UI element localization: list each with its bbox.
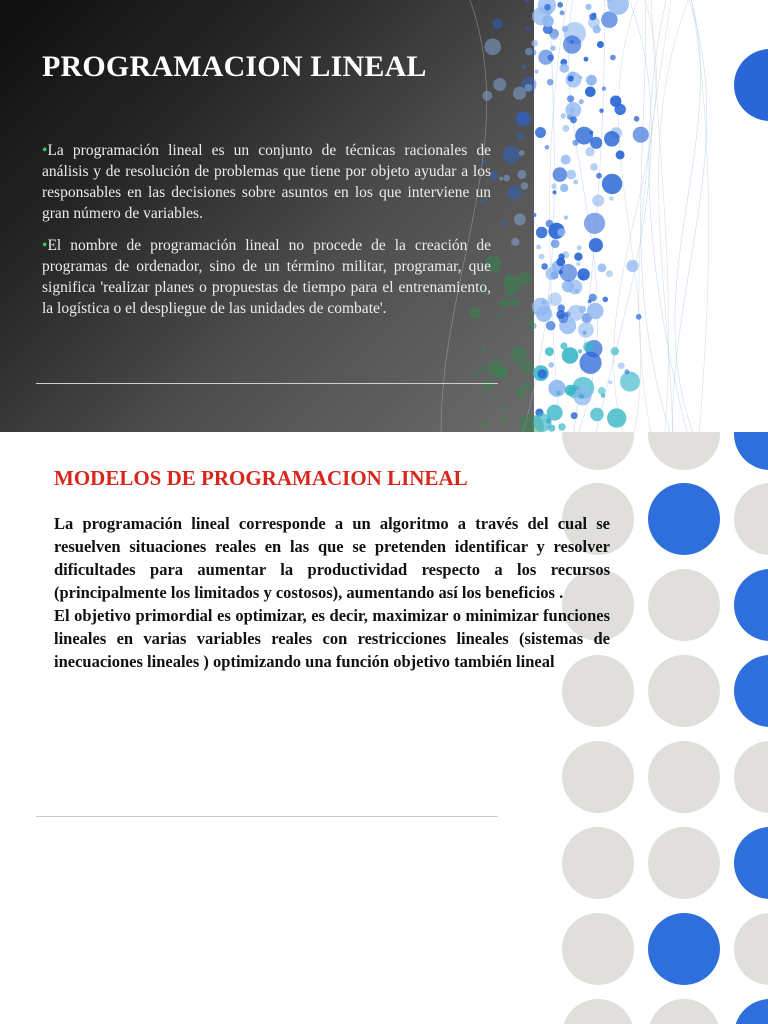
bubble (535, 127, 546, 138)
bubble (503, 175, 510, 182)
paragraph-text: El nombre de programación lineal no procede de la creación de programas de ordenador, sino de un término militar, programar, que significa 'realizar planes o propuestas de tiempo para el entrenamiento, la logística o el despliegue de las unidades de combate'. (42, 237, 491, 317)
bubble (545, 267, 558, 280)
bubble (593, 25, 601, 33)
bubble (626, 260, 638, 272)
bubble (561, 113, 567, 119)
pattern-dot (734, 999, 768, 1024)
pattern-dot (648, 741, 720, 813)
bubble (500, 221, 505, 226)
pattern-dot (562, 827, 634, 899)
bubble (633, 127, 649, 143)
pattern-dot (648, 569, 720, 641)
bubble (609, 380, 613, 384)
bubble (536, 306, 552, 322)
bubble (513, 299, 520, 306)
bubble (597, 41, 604, 48)
bubble (557, 2, 563, 8)
pattern-dot (562, 999, 634, 1024)
bubble (544, 4, 551, 11)
bubble (530, 322, 537, 329)
bullet-icon: • (42, 237, 48, 254)
bubble (566, 170, 576, 180)
bubble (624, 369, 629, 374)
bubble (496, 367, 508, 379)
bubble (585, 147, 594, 156)
paragraph: La programación lineal corresponde a un algoritmo a través del cual se resuelven situaciones reales en las que se pretenden identificar y resolver dificultades para aumentar la productividad respecto a los recursos (principalmente los limitados y costosos), aumentando así los beneficios . (54, 514, 610, 602)
bubble (602, 87, 606, 91)
bubble (560, 184, 568, 192)
slide-title: PROGRAMACION LINEAL (42, 50, 427, 83)
bubble (579, 99, 584, 104)
bubble (480, 392, 484, 396)
pattern-dot (562, 741, 634, 813)
paragraph: El objetivo primordial es optimizar, es decir, maximizar o minimizar funciones lineales en varias variables reales con restricciones lineales (sistemas de inecuaciones lineales ) optimizando una función objetivo también lineal (54, 606, 610, 671)
bubble (541, 263, 548, 270)
bubble (562, 347, 579, 364)
pattern-dot (734, 827, 768, 899)
bubble (618, 362, 625, 369)
bubble (548, 362, 554, 368)
bubble (587, 303, 604, 320)
bubble (484, 39, 501, 56)
bubble (558, 253, 564, 259)
bubble (551, 33, 558, 40)
bubble (567, 95, 574, 102)
bubble (568, 305, 584, 321)
bubble (620, 372, 640, 392)
strand-line (659, 0, 689, 432)
bubble (550, 46, 555, 51)
bubble (493, 78, 506, 91)
strand-line (675, 0, 701, 432)
bubble (569, 108, 574, 113)
bubble (497, 314, 501, 318)
bubble (536, 245, 541, 250)
bubble (502, 146, 520, 164)
bubble (552, 190, 556, 194)
bubble (590, 163, 598, 171)
bubble (579, 352, 601, 374)
bubble (480, 366, 486, 372)
bubble (545, 347, 554, 356)
pattern-dot (734, 432, 768, 470)
bubble (585, 87, 596, 98)
bubble (599, 108, 604, 113)
bubble (609, 196, 613, 200)
pattern-dot (562, 432, 634, 470)
bubble (515, 388, 523, 396)
bubble (481, 347, 486, 352)
bubble (568, 280, 583, 295)
bubble (570, 116, 577, 123)
accent-circle (734, 49, 768, 121)
pattern-dot (734, 655, 768, 727)
bubble (553, 167, 568, 182)
bubble (573, 180, 578, 185)
divider-line (36, 816, 498, 817)
bubble (483, 421, 488, 426)
bubble (534, 69, 538, 73)
bubble (500, 298, 510, 308)
bubble (596, 173, 602, 179)
bubble (542, 300, 546, 304)
bubble (511, 238, 519, 246)
bubble (532, 213, 536, 217)
bubble (564, 216, 568, 220)
slide-title: MODELOS DE PROGRAMACION LINEAL (54, 466, 468, 490)
bubble (602, 174, 622, 194)
bubble (558, 313, 568, 323)
bubble (585, 4, 591, 10)
bubble (560, 10, 565, 15)
bubble (558, 423, 565, 430)
bubble (568, 76, 574, 82)
bubble (531, 40, 538, 47)
pattern-dot (648, 999, 720, 1024)
bubble (494, 397, 498, 401)
slide-body (42, 140, 491, 330)
bubble (562, 125, 569, 132)
bubble (575, 127, 593, 145)
bubble (526, 27, 530, 31)
bubble (576, 262, 580, 266)
pattern-dot (648, 655, 720, 727)
bubble (475, 371, 480, 376)
bubble (598, 387, 606, 395)
bubble (584, 57, 589, 62)
bubble (571, 412, 578, 419)
slide-programacion-lineal (0, 0, 768, 432)
bubble (579, 394, 584, 399)
bubble (539, 254, 545, 260)
bubble (590, 408, 604, 422)
bubble (556, 391, 561, 396)
slide-body (54, 512, 610, 673)
pattern-dot (648, 432, 720, 470)
bubble (565, 385, 576, 396)
bubble (578, 76, 582, 80)
bubble (501, 417, 507, 423)
bubble (522, 65, 527, 70)
pattern-dot (734, 913, 768, 985)
bubble (570, 40, 574, 44)
pattern-dot (648, 483, 720, 555)
bubble (578, 322, 594, 338)
bubble (548, 292, 561, 305)
bubble (533, 413, 552, 432)
bubble (606, 270, 613, 277)
bubble (538, 50, 553, 65)
bubble (616, 150, 625, 159)
bubble (589, 238, 603, 252)
bubble (482, 91, 492, 101)
bubble (636, 314, 642, 320)
bubble (482, 379, 492, 389)
bubble (584, 213, 605, 234)
paragraph (42, 235, 491, 319)
bubble (586, 75, 597, 86)
pattern-dot (648, 827, 720, 899)
pattern-dot (734, 569, 768, 641)
bubble (505, 274, 512, 281)
bubble (634, 116, 640, 122)
bubble (545, 145, 550, 150)
bubble (578, 349, 582, 353)
bubble (603, 297, 609, 303)
bubble (519, 150, 525, 156)
bubble (592, 195, 604, 207)
bubble (517, 133, 524, 140)
bubble (579, 275, 584, 280)
bubble (577, 245, 582, 250)
bubble (604, 131, 620, 147)
bubble (607, 408, 626, 427)
bubble (493, 19, 503, 29)
paragraph-text: La programación lineal es un conjunto de técnicas racionales de análisis y de resolución de problemas que tiene por objeto ayudar a los responsables en las decisiones sobre asuntos en los que interviene un gran número de variables. (42, 142, 491, 222)
bubble (499, 177, 503, 181)
bubble (557, 304, 565, 312)
bubble (588, 299, 592, 303)
bubble (513, 87, 526, 100)
bubble (525, 84, 533, 92)
divider-line (36, 383, 498, 384)
strand-line (641, 0, 671, 432)
bubble (563, 35, 581, 53)
bubble (537, 369, 547, 379)
bubble (560, 63, 569, 72)
bubble (611, 347, 619, 355)
bubble (523, 382, 532, 391)
bubble (551, 184, 556, 189)
bubble (574, 253, 582, 261)
bubble (518, 417, 522, 421)
bubble (525, 48, 533, 56)
bubble (514, 214, 526, 226)
bubble (536, 227, 548, 239)
bubble (561, 155, 571, 165)
strand-line (649, 0, 687, 432)
bubble (557, 228, 565, 236)
bubble (521, 361, 533, 373)
slide-modelos-programacion-lineal (0, 432, 768, 1024)
bubble (560, 264, 578, 282)
bubble (511, 346, 528, 363)
pattern-dot (734, 741, 768, 813)
bubble (562, 26, 568, 32)
paragraph (42, 140, 491, 224)
bubble (502, 406, 508, 412)
bubble (615, 104, 626, 115)
bubble (546, 321, 556, 331)
bubble (521, 182, 529, 190)
bubble (517, 170, 526, 179)
pattern-dot (648, 913, 720, 985)
pattern-dot (734, 483, 768, 555)
bubble (525, 0, 529, 3)
bubble (610, 55, 616, 61)
pattern-dot (562, 913, 634, 985)
bubble (583, 342, 594, 353)
bubble (547, 79, 554, 86)
bubble (507, 186, 521, 200)
bubble (551, 239, 560, 248)
bullet-icon: • (42, 142, 48, 159)
bubble (592, 13, 596, 17)
strand-line (692, 0, 709, 432)
bubble (516, 112, 529, 125)
bubble (598, 263, 607, 272)
bubble (515, 318, 519, 322)
